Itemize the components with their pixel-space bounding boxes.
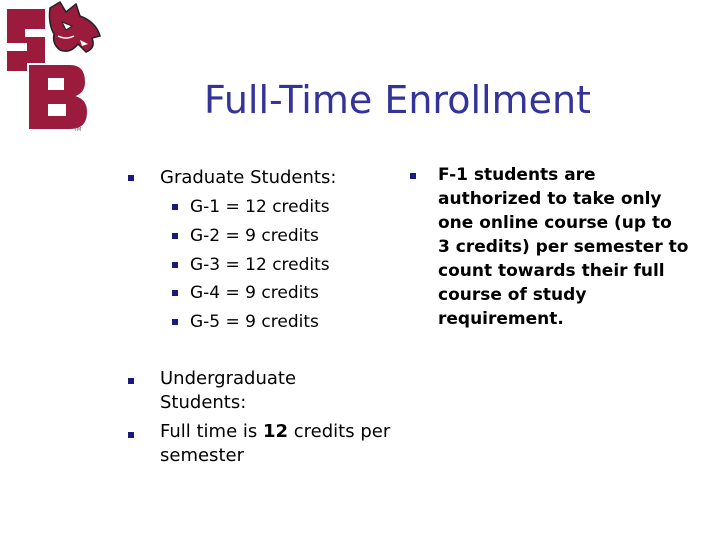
page-title: Full-Time Enrollment [204,78,591,122]
sub-bullet-square-icon [172,204,178,210]
f1-note-line: 3 credits) per semester to [438,237,689,257]
graduate-heading: Graduate Students: [160,167,337,188]
fulltime-line2: semester [160,445,244,466]
sub-bullet-square-icon [172,262,178,268]
sub-bullet-square-icon [172,319,178,325]
graduate-item-g3: G-3 = 12 credits [190,255,330,275]
f1-note-paragraph [438,163,718,331]
undergrad-heading-line2: Students: [160,392,247,413]
bullet-square-icon [128,432,134,438]
f1-note-line: course of study [438,285,587,305]
graduate-item-g1: G-1 = 12 credits [190,197,330,217]
undergrad-heading-line1: Undergraduate [160,368,297,389]
bullet-square-icon [128,175,134,181]
f1-note-line: authorized to take only [438,189,662,209]
fulltime-number: 12 [263,421,289,442]
graduate-item-g4: G-4 = 9 credits [190,283,319,303]
f1-note-line: F-1 students are [438,165,596,185]
sub-bullet-square-icon [172,290,178,296]
f1-note-line: requirement. [438,309,564,329]
wolf-head-icon [50,2,101,52]
fulltime-suffix: credits per [288,421,391,442]
fulltime-line1 [160,421,390,443]
graduate-item-g5: G-5 = 9 credits [190,312,319,332]
bullet-square-icon [410,173,416,179]
sub-bullet-square-icon [172,233,178,239]
fulltime-prefix: Full time is [160,421,263,442]
logo-tm-mark: TM [74,127,82,133]
f1-note-line: one online course (up to [438,213,672,233]
logo-letter-s [6,8,46,72]
bullet-square-icon [128,378,134,384]
f1-note-line: count towards their full [438,261,665,281]
graduate-item-g2: G-2 = 9 credits [190,226,319,246]
